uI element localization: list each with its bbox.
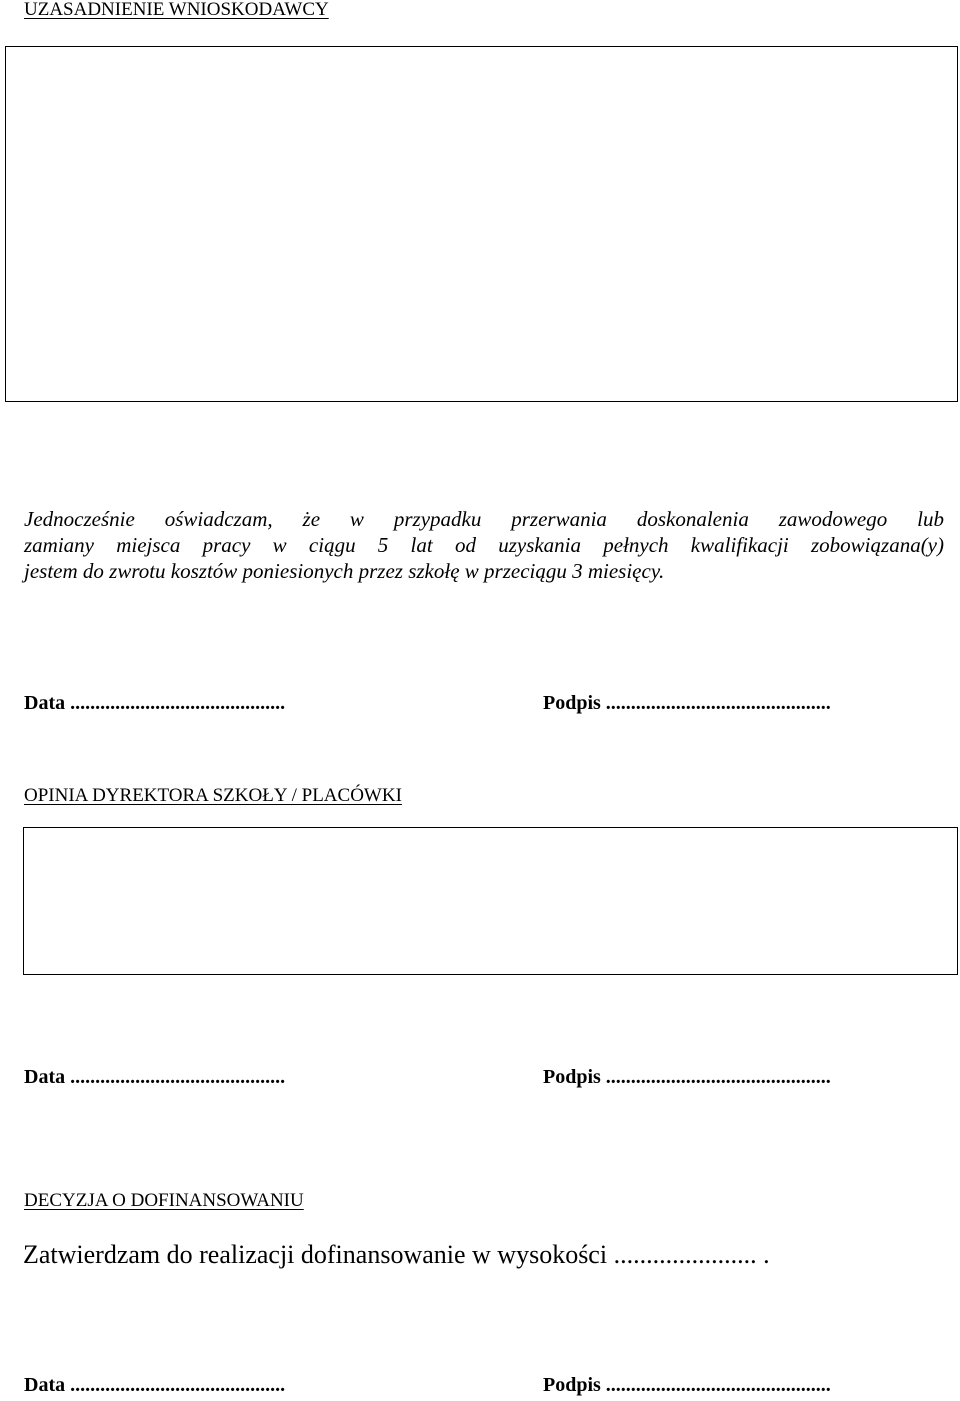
declaration-line-1: Jednocześnie oświadczam, że w przypadku przerwania doskonalenia zawodowego lub: [24, 507, 944, 531]
date-field-3[interactable]: Data ...........................................: [24, 1374, 286, 1396]
date-field-1[interactable]: Data ...........................................: [24, 692, 286, 714]
declaration-statement: [24, 506, 944, 584]
declaration-line-3: jestem do zwrotu kosztów poniesionych przez szkołę w przeciągu 3 miesięcy.: [24, 559, 665, 583]
applicant-justification-box[interactable]: [5, 46, 958, 402]
signature-field-1[interactable]: Podpis .............................................: [543, 692, 831, 714]
declaration-line-2: zamiany miejsca pracy w ciągu 5 lat od uzyskania pełnych kwalifikacji zobowiązana(y): [24, 533, 944, 557]
date-field-2[interactable]: Data ...........................................: [24, 1066, 286, 1088]
signature-field-2[interactable]: Podpis .............................................: [543, 1066, 831, 1088]
principal-opinion-heading: OPINIA DYREKTORA SZKOŁY / PLACÓWKI: [24, 785, 402, 806]
principal-opinion-box[interactable]: [23, 827, 958, 975]
signature-field-3[interactable]: Podpis .............................................: [543, 1374, 831, 1396]
applicant-justification-heading: UZASADNIENIE WNIOSKODAWCY: [24, 0, 329, 20]
funding-decision-heading: DECYZJA O DOFINANSOWANIU: [24, 1190, 304, 1211]
funding-approval-text: Zatwierdzam do realizacji dofinansowanie w wysokości ...................... .: [23, 1240, 770, 1269]
